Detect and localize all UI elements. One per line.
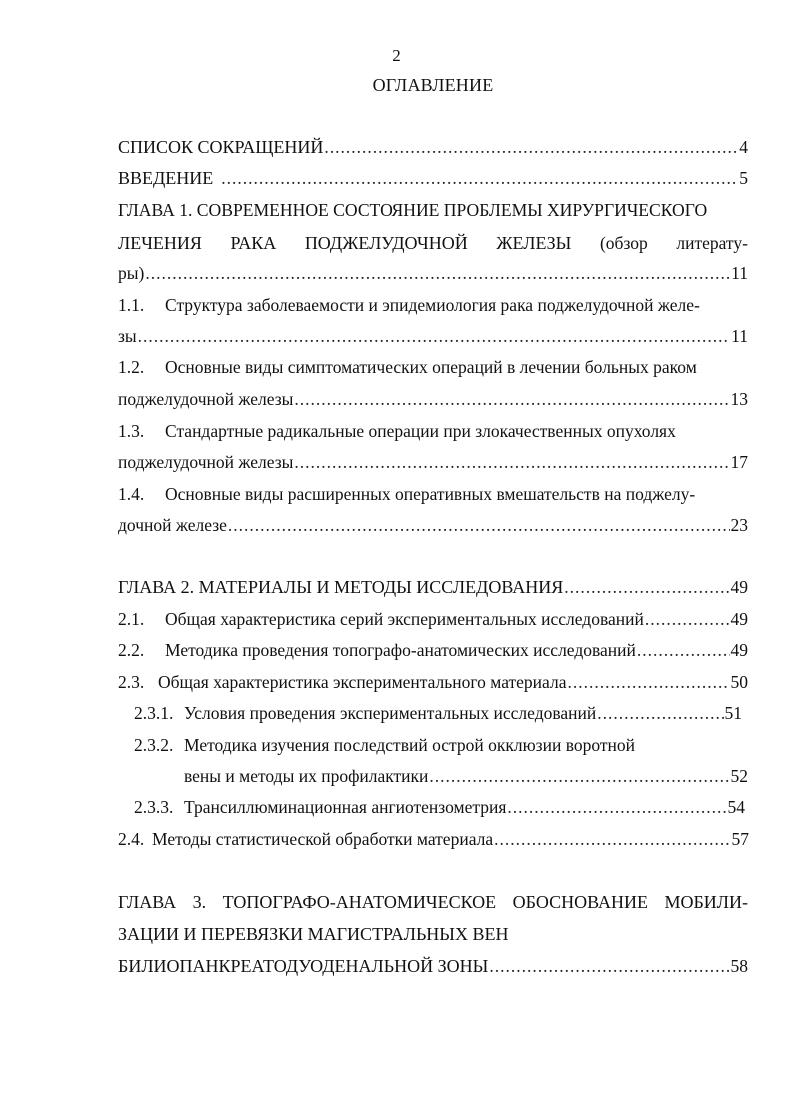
toc-chapter-1-line2 (118, 233, 748, 253)
word: 3. (192, 892, 207, 912)
toc-section-2-3-1[interactable] (134, 703, 742, 723)
toc-section-1-3[interactable] (118, 452, 748, 472)
dot-leader (228, 515, 730, 535)
toc-entry-label: поджелудочной железы (118, 389, 294, 409)
toc-section-2-3-3[interactable] (134, 797, 745, 817)
toc-chapter-3[interactable] (118, 956, 748, 976)
toc-entry-label (118, 829, 493, 849)
toc-section-1-3-line1 (118, 421, 676, 441)
toc-section-1-1-line1 (118, 295, 700, 315)
section-number: 1.3. (118, 421, 145, 441)
section-number: 2.3. (118, 672, 145, 692)
toc-section-1-2[interactable] (118, 389, 748, 409)
toc-chapter-2[interactable] (118, 577, 748, 597)
word: ПОДЖЕЛУДОЧНОЙ (304, 233, 468, 253)
word: ТОПОГРАФО-АНАТОМИЧЕСКОЕ (222, 892, 497, 912)
section-title: Методика изучения последствий острой окклюзии воротной (184, 735, 635, 755)
toc-section-2-4[interactable] (118, 829, 749, 849)
section-title: Трансиллюминационная ангиотензометрия (184, 797, 507, 817)
section-number: 1.1. (118, 295, 145, 315)
toc-entry-page: 49 (730, 640, 748, 660)
dot-leader (597, 703, 723, 723)
dot-leader (145, 263, 730, 283)
toc-section-2-3[interactable] (118, 672, 748, 692)
toc-section-1-4[interactable] (118, 515, 748, 535)
toc-entry-page: 52 (730, 766, 748, 786)
section-title: Общая характеристика серий экспериментальных исследований (165, 609, 644, 629)
toc-entry-page: 13 (730, 389, 748, 409)
toc-entry-label (118, 609, 644, 629)
toc-section-1-1[interactable] (118, 326, 748, 346)
dot-leader (221, 168, 738, 188)
section-title: Основные виды расширенных оперативных вмешательств на поджелу- (165, 484, 696, 504)
word: РАКА (230, 233, 277, 253)
toc-entry-introduction[interactable] (118, 168, 748, 188)
toc-entry-page: 49 (730, 577, 748, 597)
word: литерату- (676, 233, 748, 253)
section-number: 2.1. (118, 609, 145, 629)
dot-leader (429, 766, 729, 786)
section-title: Методы статистической обработки материала (152, 829, 494, 849)
dot-leader (138, 326, 730, 346)
section-number: 2.3.2. (134, 735, 174, 755)
toc-entry-page: 11 (731, 263, 748, 283)
toc-entry-page: 58 (730, 956, 748, 976)
toc-entry-label: вены и методы их профилактики (184, 766, 429, 786)
section-title: Структура заболеваемости и эпидемиология рака поджелудочной желе- (165, 295, 700, 315)
section-title: Основные виды симптоматических операций в лечении больных раком (165, 357, 697, 377)
toc-section-2-2[interactable] (118, 640, 748, 660)
dot-leader (567, 672, 729, 692)
toc-entry-label (134, 797, 506, 817)
toc-entry-page: 54 (727, 797, 745, 817)
section-number: 1.2. (118, 357, 145, 377)
toc-entry-page: 49 (730, 609, 748, 629)
toc-chapter-1[interactable] (118, 263, 748, 283)
word: ЛЕЧЕНИЯ (118, 233, 202, 253)
word: ЖЕЛЕЗЫ (496, 233, 572, 253)
page-title: ОГЛАВЛЕНИЕ (372, 75, 494, 95)
word: МОБИЛИ- (664, 892, 748, 912)
toc-section-2-3-2-line1 (134, 735, 635, 755)
toc-section-1-4-line1 (118, 484, 695, 504)
toc-entry-page: 4 (739, 137, 748, 157)
toc-entry-page: 17 (730, 452, 748, 472)
dot-leader (637, 640, 730, 660)
toc-chapter-3-line1 (118, 892, 748, 912)
toc-entry-label: СПИСОК СОКРАЩЕНИЙ (118, 137, 324, 157)
toc-entry-label: поджелудочной железы (118, 452, 294, 472)
section-number: 2.4. (118, 829, 145, 849)
section-title: Условия проведения экспериментальных исследований (184, 703, 597, 723)
dot-leader (324, 137, 738, 157)
toc-chapter-3-line2: ЗАЦИИ И ПЕРЕВЯЗКИ МАГИСТРАЛЬНЫХ ВЕН (118, 924, 509, 944)
toc-entry-label: ВВЕДЕНИЕ (118, 168, 214, 188)
section-number: 2.2. (118, 640, 145, 660)
section-title: Общая характеристика экспериментального материала (158, 672, 567, 692)
dot-leader (489, 956, 729, 976)
section-number: 2.3.1. (134, 703, 174, 723)
toc-entry-label: ры) (118, 263, 145, 283)
toc-entry-label: дочной железе (118, 515, 227, 535)
toc-entry-page: 51 (724, 703, 742, 723)
section-title: Методика проведения топографо-анатомических исследований (165, 640, 636, 660)
toc-entry-page: 50 (730, 672, 748, 692)
toc-entry-abbreviations[interactable] (118, 137, 748, 157)
toc-entry-page: 23 (730, 515, 748, 535)
dot-leader (564, 577, 729, 597)
dot-leader (494, 829, 730, 849)
toc-section-1-2-line1 (118, 357, 697, 377)
toc-entry-label (118, 672, 566, 692)
dot-leader (507, 797, 726, 817)
word: ГЛАВА (118, 892, 177, 912)
toc-chapter-1-line1: ГЛАВА 1. СОВРЕМЕННОЕ СОСТОЯНИЕ ПРОБЛЕМЫ ХИРУРГИЧЕСКОГО (118, 200, 708, 220)
toc-entry-page: 5 (739, 168, 748, 188)
toc-section-2-1[interactable] (118, 609, 748, 629)
toc-entry-label (118, 640, 636, 660)
dot-leader (645, 609, 730, 629)
toc-entry-label: ГЛАВА 2. МАТЕРИАЛЫ И МЕТОДЫ ИССЛЕДОВАНИЯ (118, 577, 564, 597)
word: (обзор (599, 233, 648, 253)
toc-section-2-3-2[interactable] (184, 766, 748, 786)
toc-entry-label: БИЛИОПАНКРЕАТОДУОДЕНАЛЬНОЙ ЗОНЫ (118, 956, 489, 976)
toc-entry-label (134, 703, 596, 723)
section-number: 1.4. (118, 484, 145, 504)
toc-entry-page: 57 (731, 829, 749, 849)
dot-leader (294, 389, 729, 409)
word: ОБОСНОВАНИЕ (512, 892, 648, 912)
page-number: 2 (392, 46, 401, 65)
toc-entry-page: 11 (731, 326, 748, 346)
section-number: 2.3.3. (134, 797, 174, 817)
toc-entry-label: зы (118, 326, 137, 346)
dot-leader (294, 452, 729, 472)
section-title: Стандартные радикальные операции при злокачественных опухолях (165, 421, 676, 441)
